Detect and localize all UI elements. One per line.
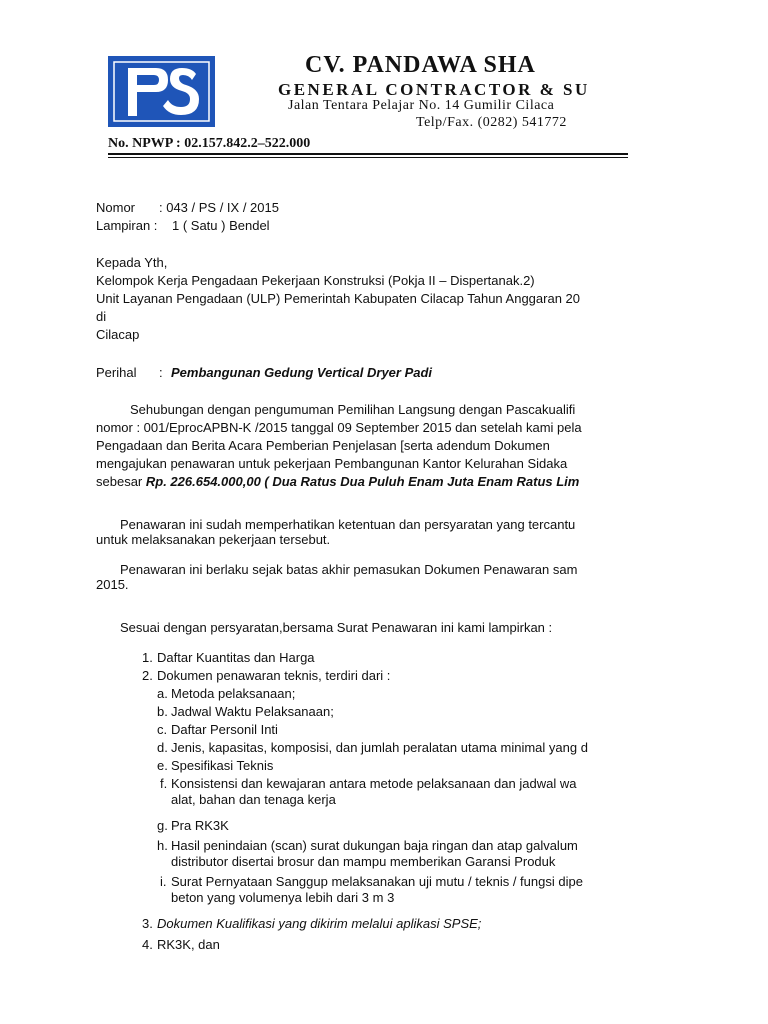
sub-item-b-letter: b.	[157, 704, 168, 719]
company-npwp: No. NPWP : 02.157.842.2–522.000	[108, 136, 311, 151]
sub-item-e-letter: e.	[157, 758, 168, 773]
offer-amount: Rp. 226.654.000,00 ( Dua Ratus Dua Puluh Enam Juta Enam Ratus Lim	[145, 474, 580, 489]
para1-line-5	[96, 473, 579, 491]
sub-item-a-letter: a.	[157, 686, 168, 701]
perihal-value: Pembangunan Gedung Vertical Dryer Padi	[171, 365, 433, 380]
para1-line-4: mengajukan penawaran untuk pekerjaan Pembangunan Kantor Kelurahan Sidaka	[96, 456, 568, 471]
sub-item-i-letter: i.	[160, 874, 167, 889]
sub-item-e: Spesifikasi Teknis	[171, 758, 274, 773]
sub-item-h-line-1: Hasil penindaian (scan) surat dukungan baja ringan dan atap galvalum	[171, 838, 578, 853]
sub-item-d: Jenis, kapasitas, komposisi, dan jumlah peralatan utama minimal yang d	[171, 740, 588, 755]
sub-item-h-line-2: distributor disertai brosur dan mampu memberikan Garansi Produk	[171, 854, 556, 869]
perihal-label: Perihal	[96, 365, 137, 380]
company-logo	[108, 56, 215, 127]
para2-line-1: Penawaran ini sudah memperhatikan ketentuan dan persyaratan yang tercantu	[120, 517, 576, 532]
sub-item-a: Metoda pelaksanaan;	[171, 686, 296, 701]
recipient-line-3: Unit Layanan Pengadaan (ULP) Pemerintah Kabupaten Cilacap Tahun Anggaran 20	[96, 291, 580, 306]
recipient-line-5: Cilacap	[96, 327, 140, 342]
list-item-1: Daftar Kuantitas dan Harga	[157, 650, 315, 665]
recipient-line-2: Kelompok Kerja Pengadaan Pekerjaan Konstruksi (Pokja II – Dispertanak.2)	[96, 273, 535, 288]
para1-line-3: Pengadaan dan Berita Acara Pemberian Penjelasan [serta adendum Dokumen	[96, 438, 550, 453]
list-item-3: Dokumen Kualifikasi yang dikirim melalui aplikasi SPSE;	[157, 916, 482, 931]
sub-item-f-line-1: Konsistensi dan kewajaran antara metode pelaksanaan dan jadwal wa	[171, 776, 577, 791]
recipient-line-1: Kepada Yth,	[96, 255, 168, 270]
para2-line-2: untuk melaksanakan pekerjaan tersebut.	[96, 532, 331, 547]
sub-item-g: Pra RK3K	[171, 818, 229, 833]
sub-item-g-letter: g.	[157, 818, 168, 833]
sub-item-f-letter: f.	[160, 776, 168, 791]
list-item-1-number: 1.	[142, 650, 153, 665]
company-name: CV. PANDAWA SHA	[305, 52, 536, 78]
company-subtitle: GENERAL CONTRACTOR & SU	[278, 80, 590, 99]
sub-item-c-letter: c.	[157, 722, 168, 737]
nomor-value: : 043 / PS / IX / 2015	[159, 200, 279, 215]
company-address: Jalan Tentara Pelajar No. 14 Gumilir Cilaca	[288, 98, 555, 113]
para1-line-1: Sehubungan dengan pengumuman Pemilihan Langsung dengan Pascakualifi	[130, 402, 576, 417]
para4-line-1: Sesuai dengan persyaratan,bersama Surat Penawaran ini kami lampirkan :	[120, 620, 553, 635]
sub-item-d-letter: d.	[157, 740, 168, 755]
list-item-2-number: 2.	[142, 668, 153, 683]
ps-logo-icon	[108, 56, 215, 127]
para1-line-5-prefix: sebesar	[96, 474, 146, 489]
perihal-colon: :	[159, 365, 163, 380]
nomor-label: Nomor	[96, 200, 136, 215]
letterhead-rule-thin	[108, 157, 628, 158]
lampiran-value: 1 ( Satu ) Bendel	[172, 218, 270, 233]
sub-item-i-line-2: beton yang volumenya lebih dari 3 m 3	[171, 890, 395, 905]
para3-line-1: Penawaran ini berlaku sejak batas akhir pemasukan Dokumen Penawaran sam	[120, 562, 578, 577]
list-item-4: RK3K, dan	[157, 937, 220, 952]
list-item-3-number: 3.	[142, 916, 153, 931]
sub-item-f-line-2: alat, bahan dan tenaga kerja	[171, 792, 336, 807]
letterhead-rule-thick	[108, 153, 628, 155]
sub-item-i-line-1: Surat Pernyataan Sanggup melaksanakan uji mutu / teknis / fungsi dipe	[171, 874, 583, 889]
list-item-4-number: 4.	[142, 937, 153, 952]
company-phone: Telp/Fax. (0282) 541772	[416, 115, 567, 130]
para1-line-2: nomor : 001/EprocAPBN-K /2015 tanggal 09 September 2015 dan setelah kami pela	[96, 420, 582, 435]
para3-line-2: 2015.	[96, 577, 129, 592]
sub-item-c: Daftar Personil Inti	[171, 722, 278, 737]
list-item-2: Dokumen penawaran teknis, terdiri dari :	[157, 668, 391, 683]
recipient-line-4: di	[96, 309, 107, 324]
sub-item-h-letter: h.	[157, 838, 168, 853]
sub-item-b: Jadwal Waktu Pelaksanaan;	[171, 704, 334, 719]
lampiran-label: Lampiran :	[96, 218, 158, 233]
